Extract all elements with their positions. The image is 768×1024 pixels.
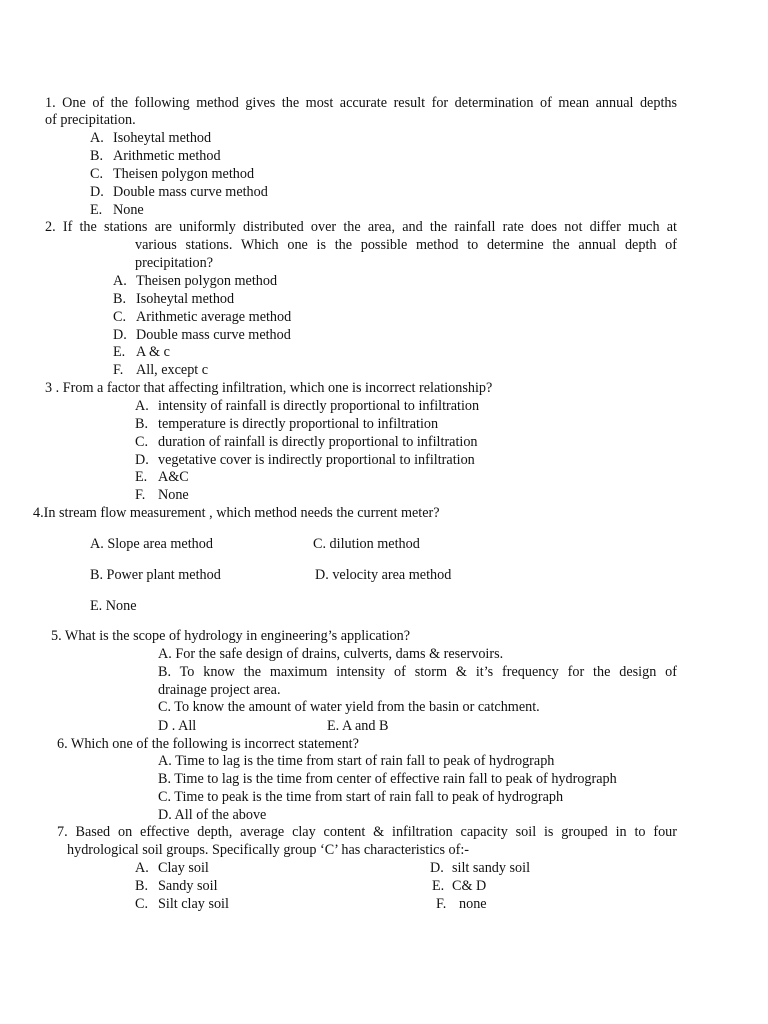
option-text: Arithmetic average method (136, 309, 292, 325)
option-text: Silt clay soil (158, 896, 229, 912)
q7-stem-line2: hydrological soil groups. Specifically group ‘C’ has characteristics of:- (67, 842, 469, 858)
option-letter: A. (90, 130, 104, 146)
option-text: All, except c (136, 362, 209, 378)
q4-option-c: C. dilution method (313, 536, 420, 552)
q6-option-b: B. Time to lag is the time from center of effective rain fall to peak of hydrograph (158, 771, 617, 787)
q5-option-a: A. For the safe design of drains, culverts, dams & reservoirs. (158, 646, 504, 662)
option-letter: C. (135, 896, 149, 912)
q2-stem-line3: precipitation? (135, 255, 213, 271)
q5-option-c: C. To know the amount of water yield from the basin or catchment. (158, 699, 540, 715)
option-text: intensity of rainfall is directly proportional to infiltration (158, 398, 480, 414)
q6-option-a: A. Time to lag is the time from start of rain fall to peak of hydrograph (158, 753, 555, 769)
option-letter: D. (113, 327, 127, 343)
option-text: None (113, 202, 144, 218)
option-text: Clay soil (158, 860, 209, 876)
q5-stem-line1: 5. What is the scope of hydrology in engineering’s application? (51, 628, 411, 644)
option-text: C& D (452, 878, 487, 894)
q4-option-d: D. velocity area method (315, 567, 452, 583)
option-text: Sandy soil (158, 878, 218, 894)
q6-option-c: C. Time to peak is the time from start of rain fall to peak of hydrograph (158, 789, 564, 805)
option-letter: E. (113, 344, 126, 360)
option-text: none (459, 896, 487, 912)
q7-stem-line1: 7. Based on effective depth, average clay content & infiltration capacity soil is grouped in to four (57, 824, 677, 840)
option-text: Theisen polygon method (113, 166, 255, 182)
option-text: Arithmetic method (113, 148, 221, 164)
option-letter: B. (90, 148, 104, 164)
option-text: Isoheytal method (136, 291, 235, 307)
option-letter: D. (90, 184, 104, 200)
option-text: vegetative cover is indirectly proportional to infiltration (158, 452, 475, 468)
option-letter: C. (135, 434, 149, 450)
option-text: Theisen polygon method (136, 273, 278, 289)
option-text: A&C (158, 469, 189, 485)
option-text: Double mass curve method (136, 327, 291, 343)
option-letter: D. (430, 860, 444, 876)
q2-stem-line2: various stations. Which one is the possible method to determine the annual depth of (135, 237, 677, 253)
q4-stem-line1: 4.In stream flow measurement , which method needs the current meter? (33, 505, 440, 521)
q1-stem-line1: 1. One of the following method gives the most accurate result for determination of mean annual depths (45, 95, 677, 111)
q1-stem-line2: of precipitation. (45, 112, 136, 128)
option-text: duration of rainfall is directly proportional to infiltration (158, 434, 478, 450)
option-letter: B. (135, 416, 149, 432)
q6-stem-line1: 6. Which one of the following is incorrect statement? (57, 736, 359, 752)
q2-stem-line1: 2. If the stations are uniformly distributed over the area, and the rainfall rate does not differ much at (45, 219, 677, 235)
q5-option-b-line2: drainage project area. (158, 682, 281, 698)
q6-option-d: D. All of the above (158, 807, 267, 823)
option-letter: D. (135, 452, 149, 468)
q4-option-b: B. Power plant method (90, 567, 221, 583)
option-letter: B. (113, 291, 127, 307)
option-letter: F. (113, 362, 124, 378)
option-letter: F. (135, 487, 146, 503)
option-letter: E. (135, 469, 148, 485)
option-text: silt sandy soil (452, 860, 531, 876)
option-text: None (158, 487, 189, 503)
option-letter: C. (90, 166, 104, 182)
option-letter: B. (135, 878, 149, 894)
option-text: Isoheytal method (113, 130, 212, 146)
option-letter: E. (432, 878, 445, 894)
q4-option-a: A. Slope area method (90, 536, 213, 552)
q5-option-d: D . All (158, 718, 197, 734)
q5-option-b-line1: B. To know the maximum intensity of storm & it’s frequency for the design of (158, 664, 677, 680)
option-letter: A. (135, 398, 149, 414)
q3-stem-line1: 3 . From a factor that affecting infiltration, which one is incorrect relationship? (45, 380, 493, 396)
option-letter: A. (113, 273, 127, 289)
option-text: A & c (136, 344, 170, 360)
q5-option-e: E. A and B (327, 718, 389, 734)
option-text: temperature is directly proportional to infiltration (158, 416, 439, 432)
option-letter: F. (436, 896, 447, 912)
option-text: Double mass curve method (113, 184, 268, 200)
option-letter: C. (113, 309, 127, 325)
q4-option-e: E. None (90, 598, 137, 614)
option-letter: E. (90, 202, 103, 218)
option-letter: A. (135, 860, 149, 876)
